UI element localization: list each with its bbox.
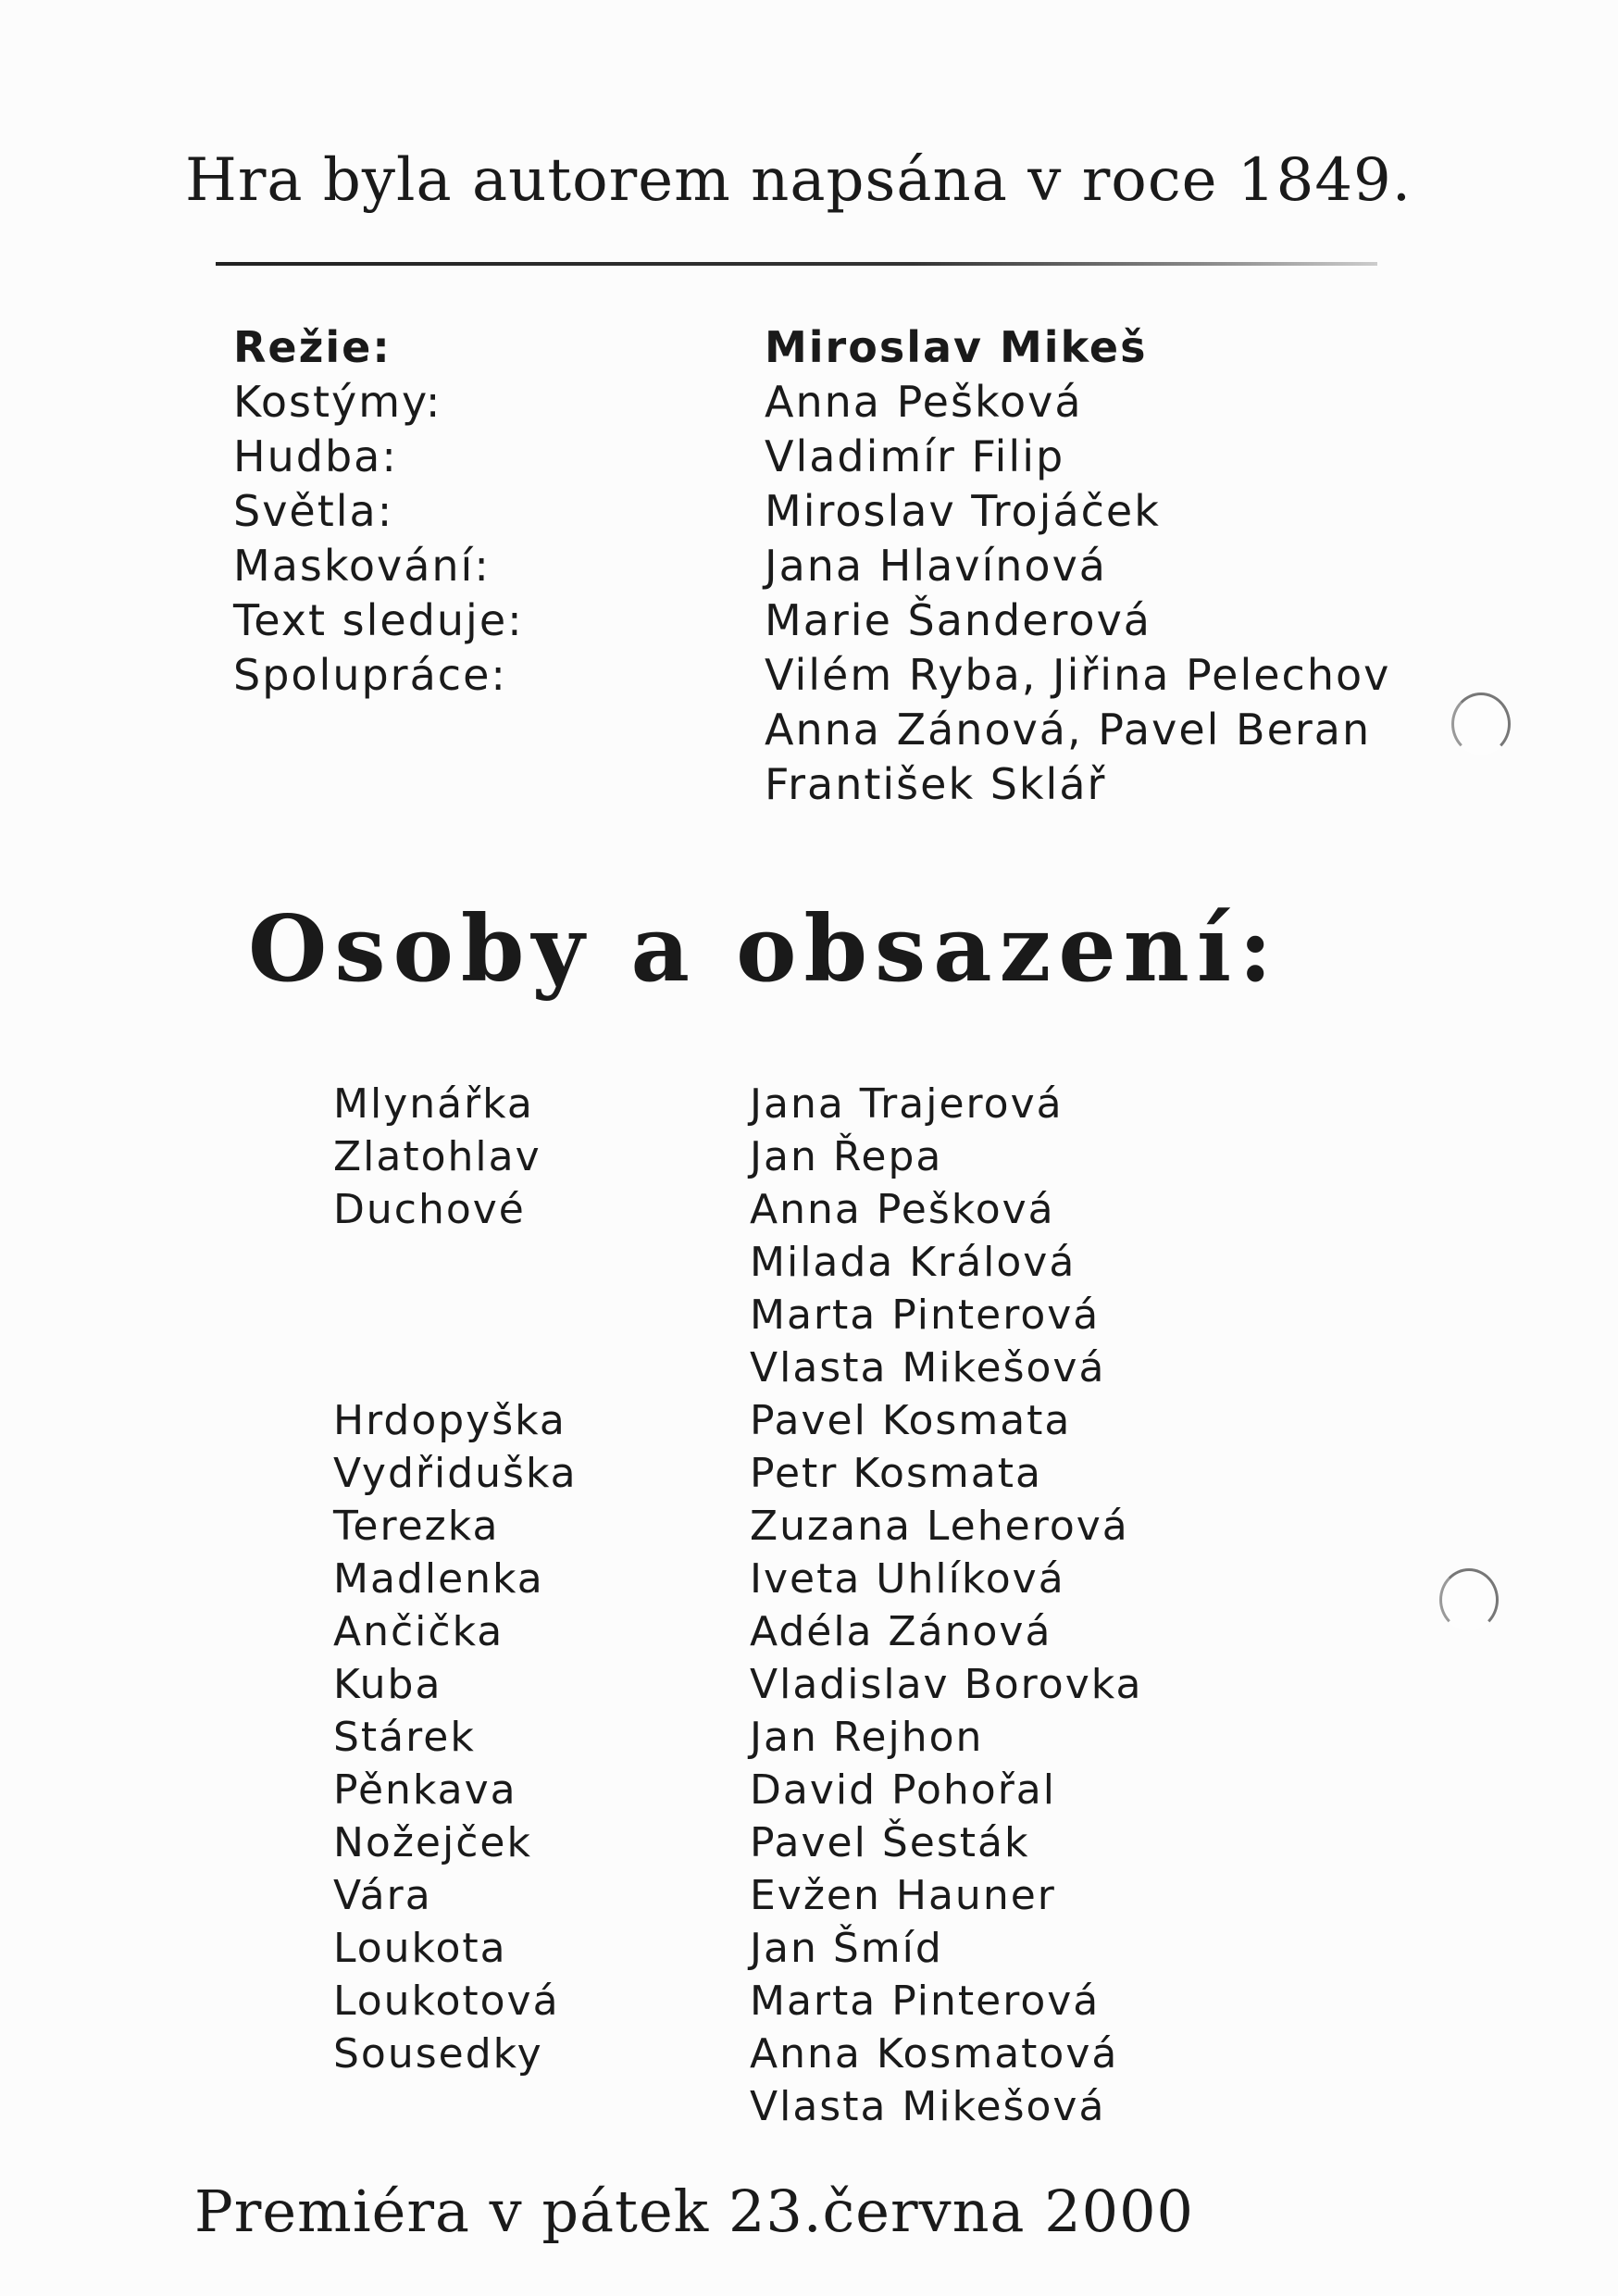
cast-actor: Milada Králová (750, 1239, 1077, 1286)
cast-actor: Evžen Hauner (750, 1872, 1056, 1919)
cast-role: Kuba (333, 1661, 442, 1708)
cast-actor: Anna Pešková (750, 1186, 1055, 1233)
cast-role: Vydřiduška (333, 1450, 578, 1497)
crew-role: Světla: (233, 486, 394, 536)
cast-role: Terezka (333, 1503, 500, 1550)
crew-name: Anna Zánová, Pavel Beran (765, 705, 1372, 755)
cast-roles-column (333, 1078, 578, 2080)
crew-name: Vladimír Filip (765, 431, 1065, 481)
cast-role: Hrdopyška (333, 1397, 566, 1444)
punch-hole (1439, 1568, 1499, 1631)
cast-role (333, 1341, 578, 1394)
cast-actor: Iveta Uhlíková (750, 1555, 1065, 1603)
cast-actor: Jan Šmíd (750, 1925, 943, 1972)
cast-actor: Jan Rejhon (750, 1714, 984, 1761)
cast-actor: Zuzana Leherová (750, 1503, 1129, 1550)
cast-actor: Marta Pinterová (750, 1292, 1101, 1339)
cast-role: Sousedky (333, 2030, 543, 2078)
crew-name: Jana Hlavínová (765, 541, 1107, 591)
crew-role: Režie: (233, 322, 392, 372)
premiere-line: Premiéra v pátek 23.června 2000 (194, 2177, 1195, 2245)
cast-actor: Pavel Kosmata (750, 1397, 1072, 1444)
cast-actor: Pavel Šesták (750, 1819, 1030, 1866)
crew-role: Spolupráce: (233, 650, 507, 700)
crew-role: Kostýmy: (233, 377, 442, 427)
cast-role: Stárek (333, 1714, 476, 1761)
cast-role: Mlynářka (333, 1080, 534, 1128)
cast-actor: Vladislav Borovka (750, 1661, 1143, 1708)
cast-role: Pěnkava (333, 1766, 517, 1814)
cast-actors-column (750, 1078, 1142, 2133)
cast-role: Duchové (333, 1186, 526, 1233)
crew-role: Text sleduje: (233, 595, 524, 645)
cast-role: Ančička (333, 1608, 504, 1655)
cast-actor: David Pohořal (750, 1766, 1056, 1814)
cast-actor: Vlasta Mikešová (750, 1344, 1106, 1391)
crew-roles-column (233, 320, 524, 703)
cast-actor: Marta Pinterová (750, 1978, 1101, 2025)
cast-role: Vára (333, 1872, 432, 1919)
cast-role: Loukotová (333, 1978, 560, 2025)
crew-names-column (765, 320, 1390, 812)
cast-actor: Vlasta Mikešová (750, 2083, 1106, 2130)
cast-actor: Petr Kosmata (750, 1450, 1042, 1497)
cast-role: Zlatohlav (333, 1133, 541, 1180)
crew-name: František Sklář (765, 759, 1107, 809)
cast-role: Loukota (333, 1925, 507, 1972)
cast-heading: Osoby a obsazení: (248, 896, 1280, 1003)
cast-role (333, 1236, 578, 1289)
cast-role: Nožejček (333, 1819, 532, 1866)
cast-role (333, 1289, 578, 1341)
cast-role: Madlenka (333, 1555, 544, 1603)
crew-role: Hudba: (233, 431, 398, 481)
crew-name: Miroslav Mikeš (765, 322, 1148, 372)
cast-actor: Anna Kosmatová (750, 2030, 1119, 2078)
cast-actor: Adéla Zánová (750, 1608, 1052, 1655)
crew-name: Vilém Ryba, Jiřina Pelechov (765, 650, 1391, 700)
crew-name: Marie Šanderová (765, 595, 1151, 645)
intro-line: Hra byla autorem napsána v roce 1849. (185, 146, 1413, 215)
cast-actor: Jan Řepa (750, 1133, 943, 1180)
cast-actor: Jana Trajerová (750, 1080, 1064, 1128)
crew-role: Maskování: (233, 541, 491, 591)
divider-rule (216, 262, 1377, 266)
crew-name: Miroslav Trojáček (765, 486, 1161, 536)
punch-hole (1451, 693, 1511, 755)
crew-name: Anna Pešková (765, 377, 1083, 427)
